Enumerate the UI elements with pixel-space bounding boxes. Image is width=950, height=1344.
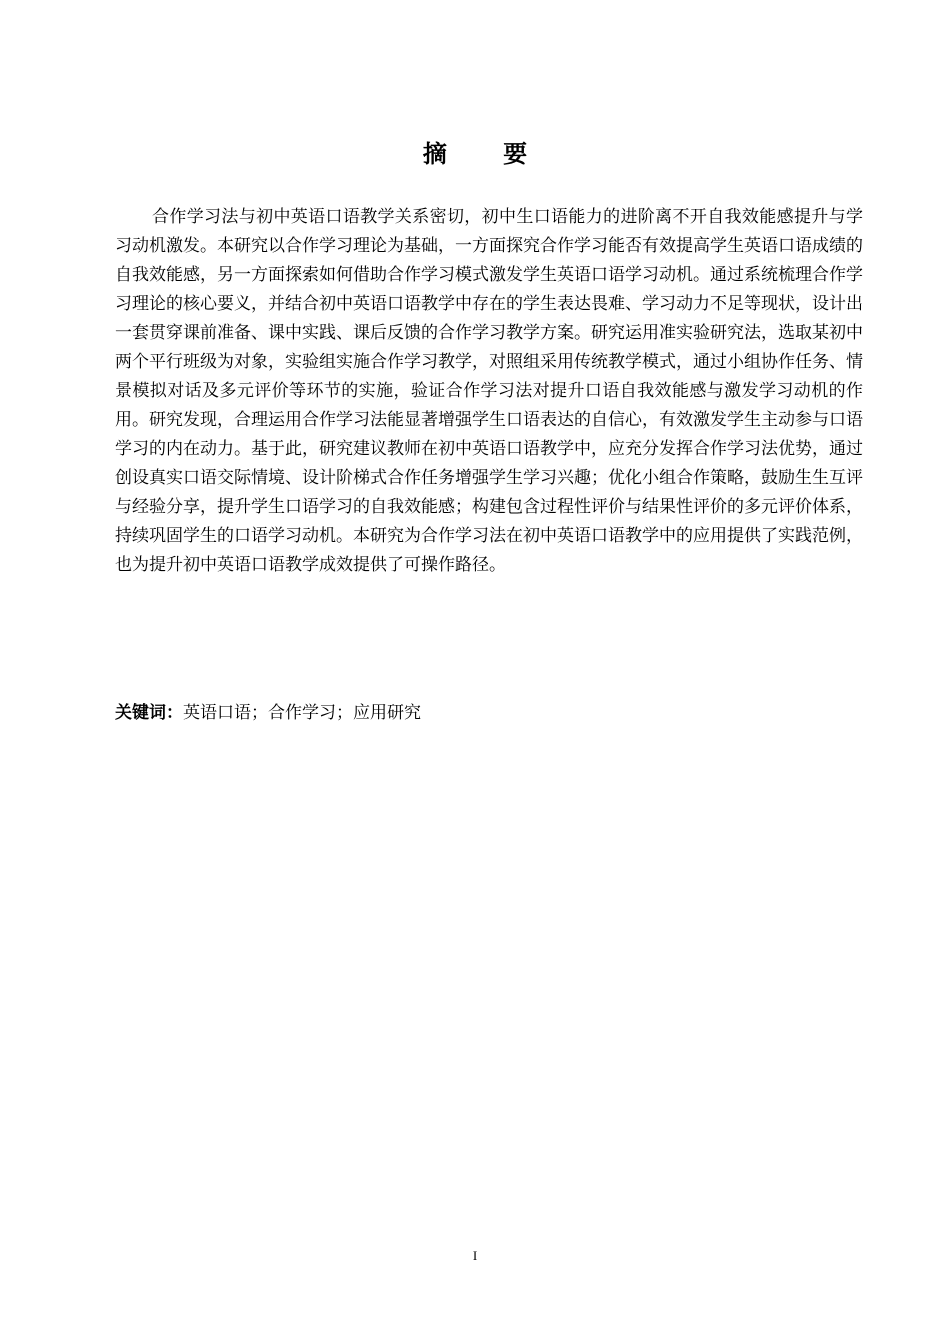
keywords-line xyxy=(115,699,863,728)
page-number: I xyxy=(472,1248,478,1263)
page-title: 摘 要 xyxy=(422,140,552,169)
keywords-text: 英语口语；合作学习；应用研究 xyxy=(183,703,421,723)
keywords-label: 关键词： xyxy=(115,703,183,723)
abstract-paragraph: 合作学习法与初中英语口语教学关系密切，初中生口语能力的进阶离不开自我效能感提升与学习动机激发。本研究以合作学习理论为基础，一方面探究合作学习能否有效提高学生英语口语成绩的自我效能感，另一方面探索如何借助合作学习模式激发学生英语口语学习动机。通过系统梳理合作学习理论的核心要义，并结合初中英语口语教学中存在的学生表达畏难、学习动力不足等现状，设计出一套贯穿课前准备、课中实践、课后反馈的合作学习教学方案。研究运用准实验研究法，选取某初中两个平行班级为对象，实验组实施合作学习教学，对照组采用传统教学模式，通过小组协作任务、情景模拟对话及多元评价等环节的实施，验证合作学习法对提升口语自我效能感与激发学习动机的作用。研究发现，合理运用合作学习法能显著增强学生口语表达的自信心，有效激发学生主动参与口语学习的内在动力。基于此，研究建议教师在初中英语口语教学中，应充分发挥合作学习法优势，通过创设真实口语交际情境、设计阶梯式合作任务增强学生学习兴趣；优化小组合作策略，鼓励生生互评与经验分享，提升学生口语学习的自我效能感；构建包含过程性评价与结果性评价的多元评价体系，持续巩固学生的口语学习动机。本研究为合作学习法在初中英语口语教学中的应用提供了实践范例，也为提升初中英语口语教学成效提供了可操作路径。 xyxy=(115,207,863,575)
